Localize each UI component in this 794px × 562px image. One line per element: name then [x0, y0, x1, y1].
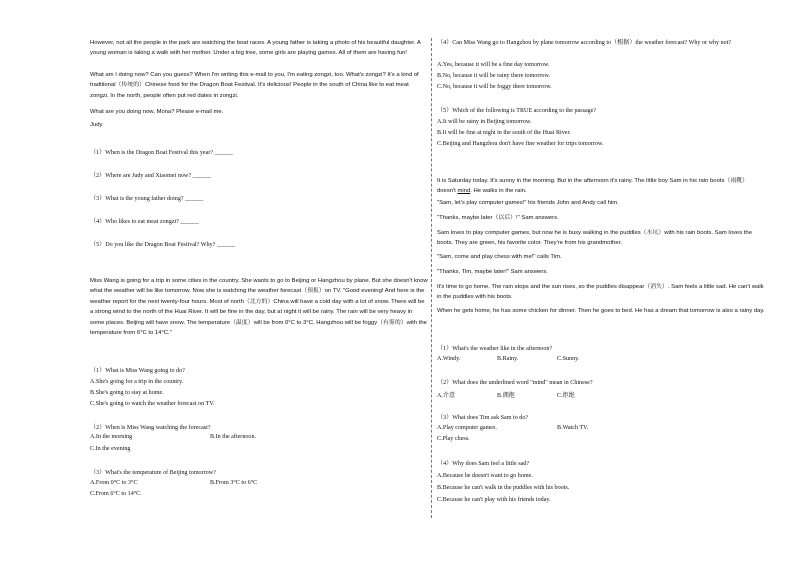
question-1-3: （3）What is the young father doing? ______: [90, 196, 204, 202]
underlined-word-mind: mind: [457, 188, 471, 195]
p3q1-option-a: A.Windy.: [437, 356, 461, 362]
passage1-signature: Judy: [90, 122, 103, 128]
q3-stem: （3）What's the temperature of Beijing tomorrow?: [90, 470, 216, 476]
passage2: Miss Wang is going for a trip in some cities in the country. She wants to go to Beijing or Hangzhou by plane. But she doesn't know what the weather will be like tomorrow. Now she is watching the weather forecast（预报）on TV. "Good evening! And here is the weather report for the next twenty-four hours. Most of north（北方的）China will have a cold day with a lot of snow. There will be a strong wind to the north of the Huai River. It will be fine in the day, but at night it will be rainy. The rain will be very heavy in some places. Beijing will have snow. The temperature（温度）will be from 0°C to 3°C. Hangzhou will be foggy（有雾的）with the temperature from 6°C to 14°C.": [90, 278, 428, 337]
q1-option-a: A.She's going for a trip in the country.: [90, 379, 184, 385]
q2-option-c: C.In the evening: [90, 446, 131, 452]
q3-option-c: C.From 6°C to 14°C.: [90, 491, 142, 497]
passage1-para3: What are you doing now, Mona? Please e-mail me.: [90, 109, 224, 115]
q1-option-c: C.She's going to watch the weather forecast on TV.: [90, 401, 215, 407]
p3q3-option-b: B.Watch TV.: [557, 425, 589, 431]
q4-stem: （4）Can Miss Wang go to Hangzhou by plane tomorrow according to（根据）the weather forecast? Why or why not?: [437, 40, 732, 46]
passage3-para1-after: . He walks in the rain.: [470, 188, 527, 195]
p3q1-option-b: B.Rainy.: [497, 356, 519, 362]
p3q3-stem: （3）What does Tim ask Sam to do?: [437, 415, 529, 421]
p3q3-option-a: A.Play computer games.: [437, 425, 497, 431]
q2-option-b: B.In the afternoon.: [210, 434, 257, 440]
passage3-para1: [437, 176, 765, 197]
q5-stem: （5）Which of the following is TRUE according to the passage?: [437, 108, 597, 114]
passage3-para2: "Sam, let's play computer games!" his friends John and Andy call him.: [437, 200, 619, 206]
p3q1-stem: （1）What's the weather like in the afternoon?: [437, 346, 553, 352]
q1-option-b: B.She's going to stay at home.: [90, 390, 164, 396]
q3-option-b: B.From 3°C to 6°C: [210, 480, 258, 486]
p3q1-option-c: C.Sunny.: [557, 356, 580, 362]
q2-option-a: A.In the morning: [90, 434, 133, 440]
p3q4-option-a: A.Because he doesn't want to go home.: [437, 473, 533, 479]
p3q3-option-c: C.Play chess.: [437, 436, 470, 442]
p3q4-option-c: C.Because he can't play with his friends today.: [437, 497, 551, 503]
passage3-para7: It's time to go home. The rain stops and the sun rises, so the puddles disappear（消失）. Sam feels a little sad. He can't walk in the puddles with his boots.: [437, 284, 764, 301]
q5-option-a: A.It will be rainy in Beijing tomorrow.: [437, 119, 532, 125]
column-divider: [431, 38, 432, 518]
p3q2-option-a: A.介意: [437, 393, 456, 399]
question-1-5: （5）Do you like the Dragon Boat Festival? Why? ______: [90, 242, 236, 248]
q2-stem: （2）When is Miss Wang watching the forecast?: [90, 425, 211, 431]
passage3-para5: "Sam, come and play chess with me!" calls Tim.: [437, 254, 562, 260]
q3-option-a: A.From 0°C to 3°C: [90, 480, 138, 486]
passage1-para1: However, not all the people in the park are watching the boat races. A young father is taking a photo of his beautiful daughter. A young woman is taking a walk with her mother. Under a big tree, some girls are playing games. All of them are having fun!: [90, 40, 421, 57]
question-1-1: （1）When is the Dragon Boat Festival this year? ______: [90, 150, 233, 156]
question-1-2: （2）Where are Judy and Xiaomei now? ______: [90, 173, 211, 179]
question-1-4: （4）Who likes to eat meat zongzi? ______: [90, 219, 199, 225]
q5-option-c: C.Beijing and Hangzhou don't have fine weather for trips tomorrow.: [437, 141, 604, 147]
p3q2-option-c: C.拒绝: [557, 393, 575, 399]
passage3-para6: "Thanks, Tim, maybe later!" Sam answers.: [437, 269, 548, 275]
q4-option-c: C.No, because it will be foggy there tomorrow.: [437, 84, 552, 90]
passage3-para1-before: It is Saturday today. It's sunny in the morning. But in the afternoon it's rainy. The little boy Sam in his rain boots（雨靴）doesn't: [437, 178, 748, 195]
p3q4-stem: （4）Why does Sam feel a little sad?: [437, 461, 530, 467]
q1-stem: （1）What is Miss Wang going to do?: [90, 368, 185, 374]
passage3-para4: Sam loves to play computer games, but now he is busy walking in the puddles（水坑）with his rain boots. Sam loves the boots. They are green, his favorite color. They're from his grandmother.: [437, 230, 752, 247]
p3q4-option-b: B.Because he can't walk in the puddles with his boots.: [437, 485, 570, 491]
q4-option-a: A.Yes, because it will be a fine day tomorrow.: [437, 62, 550, 68]
q5-option-b: B.It will be fine at night in the south of the Huai River.: [437, 130, 571, 136]
p3q2-option-b: B.拥抱: [497, 393, 515, 399]
p3q2-stem: （2）What does the underlined word "mind" mean in Chinese?: [437, 380, 593, 386]
passage1-para2: What am I doing now? Can you guess? When I'm writing this e-mail to you, I'm eating zongzi, too. What's zongzi? It's a kind of traditional（传统的）Chinese food for the Dragon Boat Festival. It's delicious! People in the south of China like to eat meat zongzi. In the north, people often put red dates in zongzi.: [90, 72, 419, 99]
passage3-para8: When he gets home, he has some chicken for dinner. Then he goes to bed. He has a dream that tomorrow is also a rainy day.: [437, 308, 765, 314]
passage3-para3: "Thanks, maybe later（以后）!" Sam answers.: [437, 215, 559, 221]
q4-option-b: B.No, because it will be rainy there tomorrow.: [437, 73, 550, 79]
